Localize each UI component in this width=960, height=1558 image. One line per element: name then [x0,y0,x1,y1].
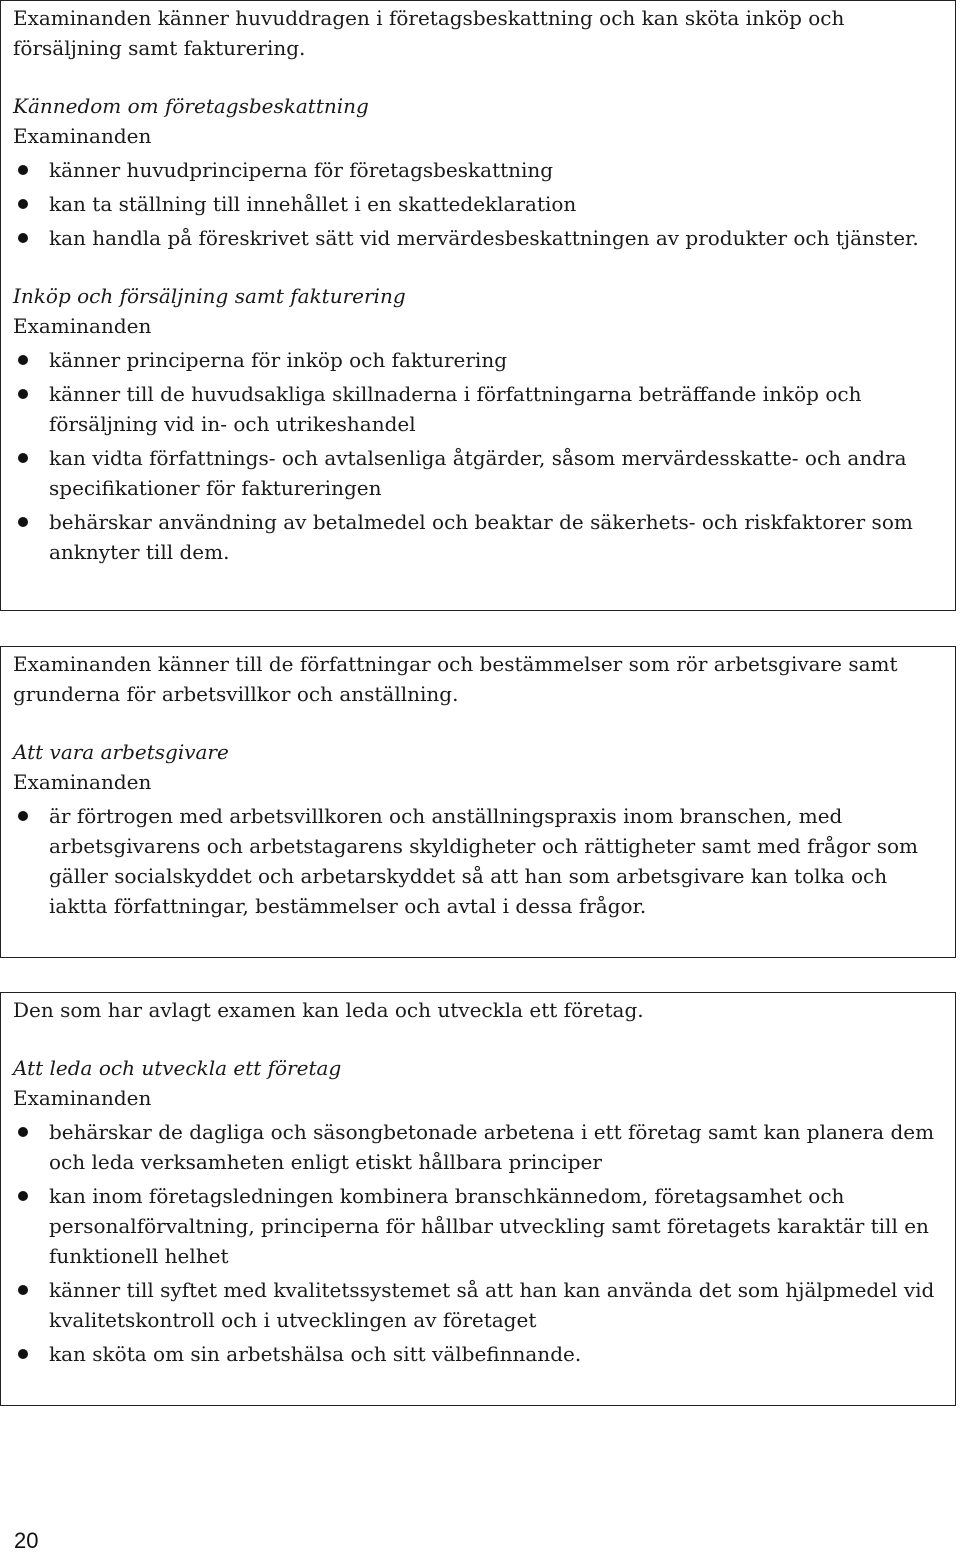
bullet-icon [18,1349,28,1359]
list-item: känner huvudprinciperna för företagsbeskattning [13,155,943,185]
list-item: kan sköta om sin arbetshälsa och sitt välbefinnande. [13,1339,943,1369]
bullet-icon [18,1285,28,1295]
bullet-icon [18,1127,28,1137]
section-employer-box [0,646,956,958]
section-management-box [0,992,956,1406]
section-taxation-box [0,0,956,611]
group-heading: Inköp och försäljning samt fakturering [13,284,406,308]
group-subject: Examinanden [13,124,152,148]
group-heading: Att leda och utveckla ett företag [13,1056,342,1080]
list-item: kan vidta författnings- och avtalsenliga åtgärder, såsom mervärdesskatte- och andra specifikationer för faktureringen [13,443,943,503]
group-subject: Examinanden [13,770,152,794]
list-item: känner principerna för inköp och fakturering [13,345,943,375]
bullet-icon [18,389,28,399]
bullet-icon [18,517,28,527]
group-subject: Examinanden [13,314,152,338]
list-item: kan ta ställning till innehållet i en skattedeklaration [13,189,943,219]
group-subject: Examinanden [13,1086,152,1110]
group-heading: Att vara arbetsgivare [13,740,229,764]
group-heading: Kännedom om företagsbeskattning [13,94,369,118]
bullet-icon [18,811,28,821]
bullet-list [13,155,943,253]
bullet-icon [18,453,28,463]
bullet-icon [18,233,28,243]
list-item: är förtrogen med arbetsvillkoren och anställningspraxis inom branschen, med arbetsgivarens och arbetstagarens skyldigheter och rättigheter samt med frågor som gäller socialskyddet och arbetarskyddet så att han som arbetsgivare kan tolka och iaktta författningar, bestämmelser och avtal i dessa frågor. [13,801,943,921]
bullet-list [13,801,943,921]
list-item: behärskar användning av betalmedel och beaktar de säkerhets- och riskfaktorer som anknyter till dem. [13,507,943,567]
section-intro: Examinanden känner till de författningar och bestämmelser som rör arbetsgivare samt grunderna för arbetsvillkor och anställning. [13,652,898,706]
list-item: känner till de huvudsakliga skillnaderna i författningarna beträffande inköp och försäljning vid in- och utrikeshandel [13,379,943,439]
page-number: 20 [14,1528,39,1553]
bullet-list [13,1117,943,1369]
bullet-icon [18,1191,28,1201]
bullet-icon [18,199,28,209]
list-item: känner till syftet med kvalitetssystemet så att han kan använda det som hjälpmedel vid kvalitetskontroll och i utvecklingen av företaget [13,1275,943,1335]
section-intro: Examinanden känner huvuddragen i företagsbeskattning och kan sköta inköp och försäljning samt fakturering. [13,6,845,60]
bullet-icon [18,355,28,365]
bullet-icon [18,165,28,175]
bullet-list [13,345,943,567]
section-intro: Den som har avlagt examen kan leda och utveckla ett företag. [13,998,644,1022]
list-item: behärskar de dagliga och säsongbetonade arbetena i ett företag samt kan planera dem och leda verksamheten enligt etiskt hållbara principer [13,1117,943,1177]
list-item: kan inom företagsledningen kombinera branschkännedom, företagsamhet och personalförvaltning, principerna för hållbar utveckling samt företagets karaktär till en funktionell helhet [13,1181,943,1271]
list-item: kan handla på föreskrivet sätt vid mervärdesbeskattningen av produkter och tjänster. [13,223,943,253]
